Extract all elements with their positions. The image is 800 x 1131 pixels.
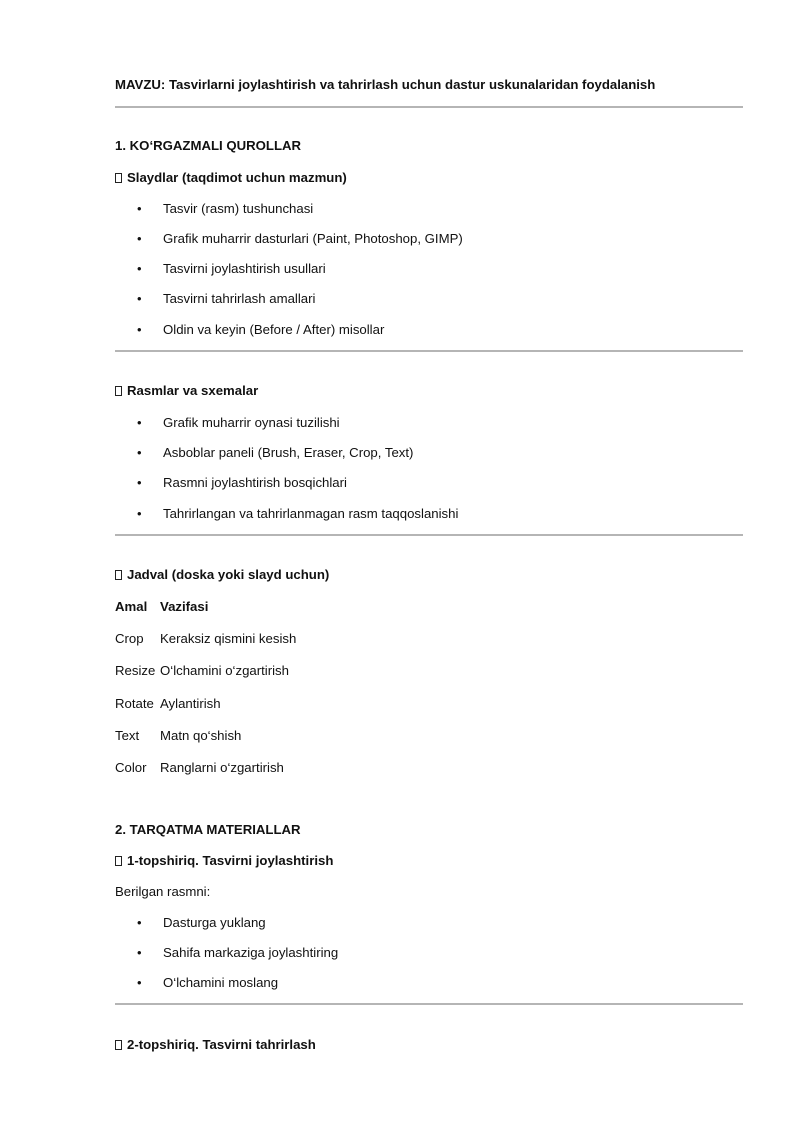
list-item-text: Tasvir (rasm) tushunchasi (163, 201, 314, 216)
bullet-icon: • (137, 945, 142, 960)
table-cell: Resize (115, 663, 156, 678)
bullet-icon: • (137, 975, 142, 990)
list-item-text: Grafik muharrir oynasi tuzilishi (163, 415, 340, 430)
slides-heading-text: Slaydlar (taqdimot uchun mazmun) (127, 170, 347, 185)
missing-glyph-icon (115, 856, 122, 866)
section2-heading: 2. TARQATMA MATERIALLAR (115, 822, 301, 837)
bullet-icon: • (137, 915, 142, 930)
list-item-text: Rasmni joylashtirish bosqichlari (163, 475, 347, 490)
missing-glyph-icon (115, 386, 122, 396)
task1-heading-text: 1-topshiriq. Tasvirni joylashtirish (127, 853, 334, 868)
list-item-text: Oldin va keyin (Before / After) misollar (163, 322, 385, 337)
bullet-icon: • (137, 201, 142, 216)
list-item-text: Tasvirni tahrirlash amallari (163, 291, 316, 306)
horizontal-rule (115, 534, 743, 536)
list-item-text: Asboblar paneli (Brush, Eraser, Crop, Text) (163, 445, 414, 460)
images-heading (115, 383, 258, 398)
missing-glyph-icon (115, 1040, 122, 1050)
task1-intro: Berilgan rasmni: (115, 884, 211, 899)
table-header-cell: Vazifasi (160, 599, 209, 614)
document-title: MAVZU: Tasvirlarni joylashtirish va tahrirlash uchun dastur uskunalaridan foydalanish (115, 77, 656, 92)
missing-glyph-icon (115, 570, 122, 580)
bullet-icon: • (137, 415, 142, 430)
slides-heading (115, 170, 347, 185)
bullet-icon: • (137, 291, 142, 306)
bullet-icon: • (137, 506, 142, 521)
table-cell: Aylantirish (160, 696, 221, 711)
horizontal-rule (115, 1003, 743, 1005)
images-heading-text: Rasmlar va sxemalar (127, 383, 259, 398)
list-item-text: Tahrirlangan va tahrirlanmagan rasm taqqoslanishi (163, 506, 459, 521)
list-item-text: Dasturga yuklang (163, 915, 266, 930)
list-item-text: Grafik muharrir dasturlari (Paint, Photoshop, GIMP) (163, 231, 463, 246)
table-cell: Rotate (115, 696, 154, 711)
table-cell: Text (115, 728, 140, 743)
horizontal-rule (115, 350, 743, 352)
bullet-icon: • (137, 261, 142, 276)
table-cell: O‘lchamini o‘zgartirish (160, 663, 289, 678)
list-item-text: Tasvirni joylashtirish usullari (163, 261, 326, 276)
table-heading-text: Jadval (doska yoki slayd uchun) (127, 567, 330, 582)
table-cell: Keraksiz qismini kesish (160, 631, 297, 646)
bullet-icon: • (137, 445, 142, 460)
table-cell: Crop (115, 631, 144, 646)
bullet-icon: • (137, 231, 142, 246)
missing-glyph-icon (115, 173, 122, 183)
bullet-icon: • (137, 475, 142, 490)
section1-heading: 1. KO‘RGAZMALI QUROLLAR (115, 138, 302, 153)
table-cell: Color (115, 760, 147, 775)
table-cell: Matn qo‘shish (160, 728, 242, 743)
table-heading (115, 567, 329, 582)
bullet-icon: • (137, 322, 142, 337)
table-header-cell: Amal (115, 599, 148, 614)
list-item-text: O‘lchamini moslang (163, 975, 279, 990)
task2-heading (115, 1037, 316, 1052)
task1-heading (115, 853, 333, 868)
horizontal-rule (115, 106, 743, 108)
table-cell: Ranglarni o‘zgartirish (160, 760, 284, 775)
task2-heading-text: 2-topshiriq. Tasvirni tahrirlash (127, 1037, 316, 1052)
list-item-text: Sahifa markaziga joylashtiring (163, 945, 339, 960)
